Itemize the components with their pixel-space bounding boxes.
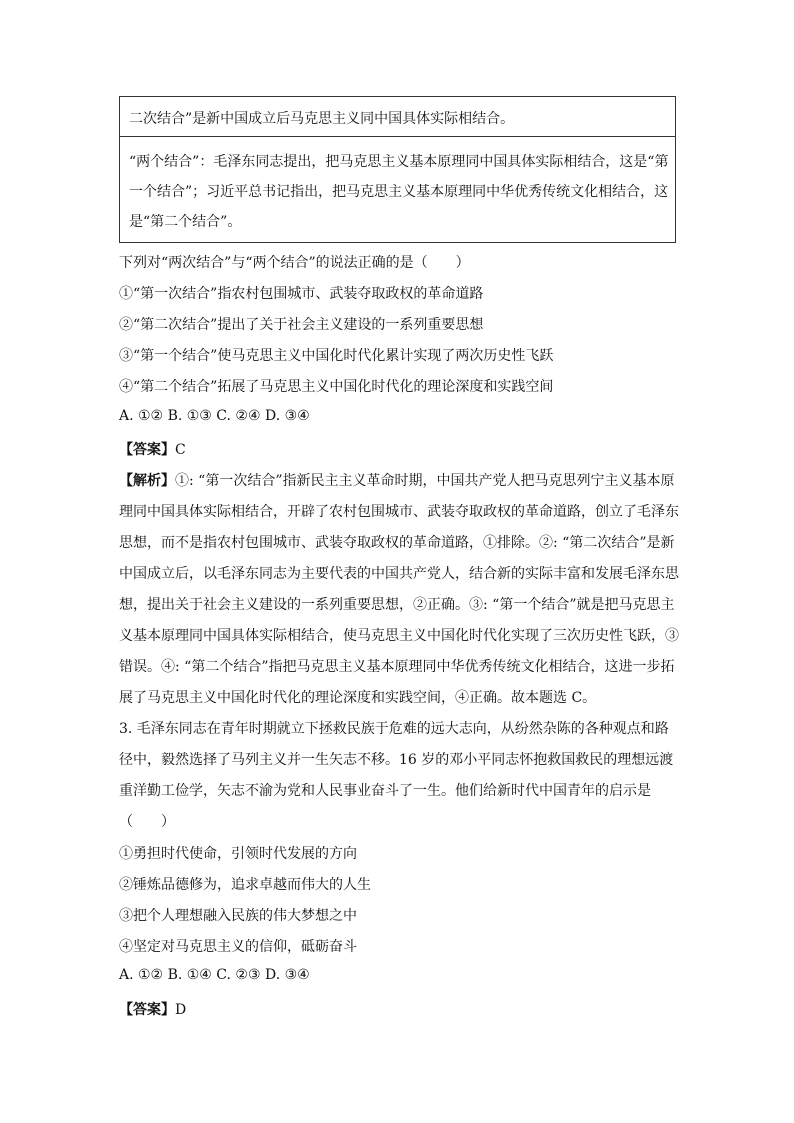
analysis-line: 想，提出关于社会主义建设的一系列重要思想，②正确。③: “第一个结合”就是把马克思主 bbox=[119, 597, 675, 613]
analysis-line: 中国成立后，以毛泽东同志为主要代表的中国共产党人，结合新的实际丰富和发展毛泽东思 bbox=[119, 566, 679, 582]
question-stem: 3. 毛泽东同志在青年时期就立下拯救民族于危难的远大志向，从纷然杂陈的各种观点和路 bbox=[119, 721, 669, 737]
answer-choices: A. ①② B. ①④ C. ②③ D. ③④ bbox=[119, 967, 310, 983]
answer-value: C bbox=[175, 442, 186, 458]
option-item: ①“第一次结合”指农村包围城市、武装夺取政权的革命道路 bbox=[119, 286, 484, 302]
question-stem: （ ） bbox=[119, 814, 175, 830]
table-row bbox=[120, 97, 675, 137]
answer-value: D bbox=[175, 1002, 187, 1018]
answer-label: 【答案】 bbox=[119, 442, 175, 458]
option-item: ③把个人理想融入民族的伟大梦想之中 bbox=[119, 908, 357, 924]
analysis-line: 错误。④: “第二个结合”指把马克思主义基本原理同中华优秀传统文化相结合，这进一步拓 bbox=[119, 659, 675, 675]
table-cell-line: 一个结合”；习近平总书记指出，把马克思主义基本原理同中华优秀传统文化相结合，这 bbox=[129, 184, 669, 200]
answer-label: 【答案】 bbox=[119, 1002, 175, 1018]
question-stem: 径中，毅然选择了马列主义并一生矢志不移。16 岁的邓小平同志怀抱救国救民的理想远渡 bbox=[119, 752, 674, 768]
option-item: ③“第一个结合”使马克思主义中国化时代化累计实现了两次历史性飞跃 bbox=[119, 348, 554, 364]
answer-line bbox=[119, 999, 186, 1019]
analysis-line bbox=[119, 470, 674, 490]
analysis-line: 理同中国具体实际相结合，开辟了农村包围城市、武装夺取政权的革命道路，创立了毛泽东 bbox=[119, 504, 679, 520]
option-item: ②“第二次结合”提出了关于社会主义建设的一系列重要思想 bbox=[119, 317, 484, 333]
analysis-line: 展了马克思主义中国化时代化的理论深度和实践空间，④正确。故本题选 C。 bbox=[119, 690, 597, 706]
table-cell-line: 是“第二个结合”。 bbox=[129, 214, 242, 230]
analysis-line: 义基本原理同中国具体实际相结合，使马克思主义中国化时代化实现了三次历史性飞跃，③ bbox=[119, 628, 679, 644]
option-item: ①勇担时代使命，引领时代发展的方向 bbox=[119, 846, 357, 862]
analysis-line: 思想，而不是指农村包围城市、武装夺取政权的革命道路，①排除。②: “第二次结合”是新 bbox=[119, 535, 675, 551]
option-item: ④坚定对马克思主义的信仰，砥砺奋斗 bbox=[119, 939, 357, 955]
analysis-label: 【解析】 bbox=[119, 473, 175, 489]
quote-table bbox=[119, 96, 676, 243]
table-cell-line: “两个结合”：毛泽东同志提出，把马克思主义基本原理同中国具体实际相结合，这是“第 bbox=[129, 154, 669, 170]
table-cell-text: 二次结合”是新中国成立后马克思主义同中国具体实际相结合。 bbox=[129, 111, 515, 127]
option-item: ②锤炼品德修为，追求卓越而伟大的人生 bbox=[119, 877, 371, 893]
question-stem: 重洋勤工俭学，矢志不渝为党和人民事业奋斗了一生。他们给新时代中国青年的启示是 bbox=[119, 783, 651, 799]
option-item: ④“第二个结合”拓展了马克思主义中国化时代化的理论深度和实践空间 bbox=[119, 379, 554, 395]
answer-line bbox=[119, 439, 186, 459]
answer-choices: A. ①② B. ①③ C. ②④ D. ③④ bbox=[119, 408, 310, 424]
analysis-text: ①: “第一次结合”指新民主主义革命时期，中国共产党人把马克思列宁主义基本原 bbox=[175, 473, 675, 489]
question-stem: 下列对“两次结合”与“两个结合”的说法正确的是（ ） bbox=[119, 255, 470, 271]
